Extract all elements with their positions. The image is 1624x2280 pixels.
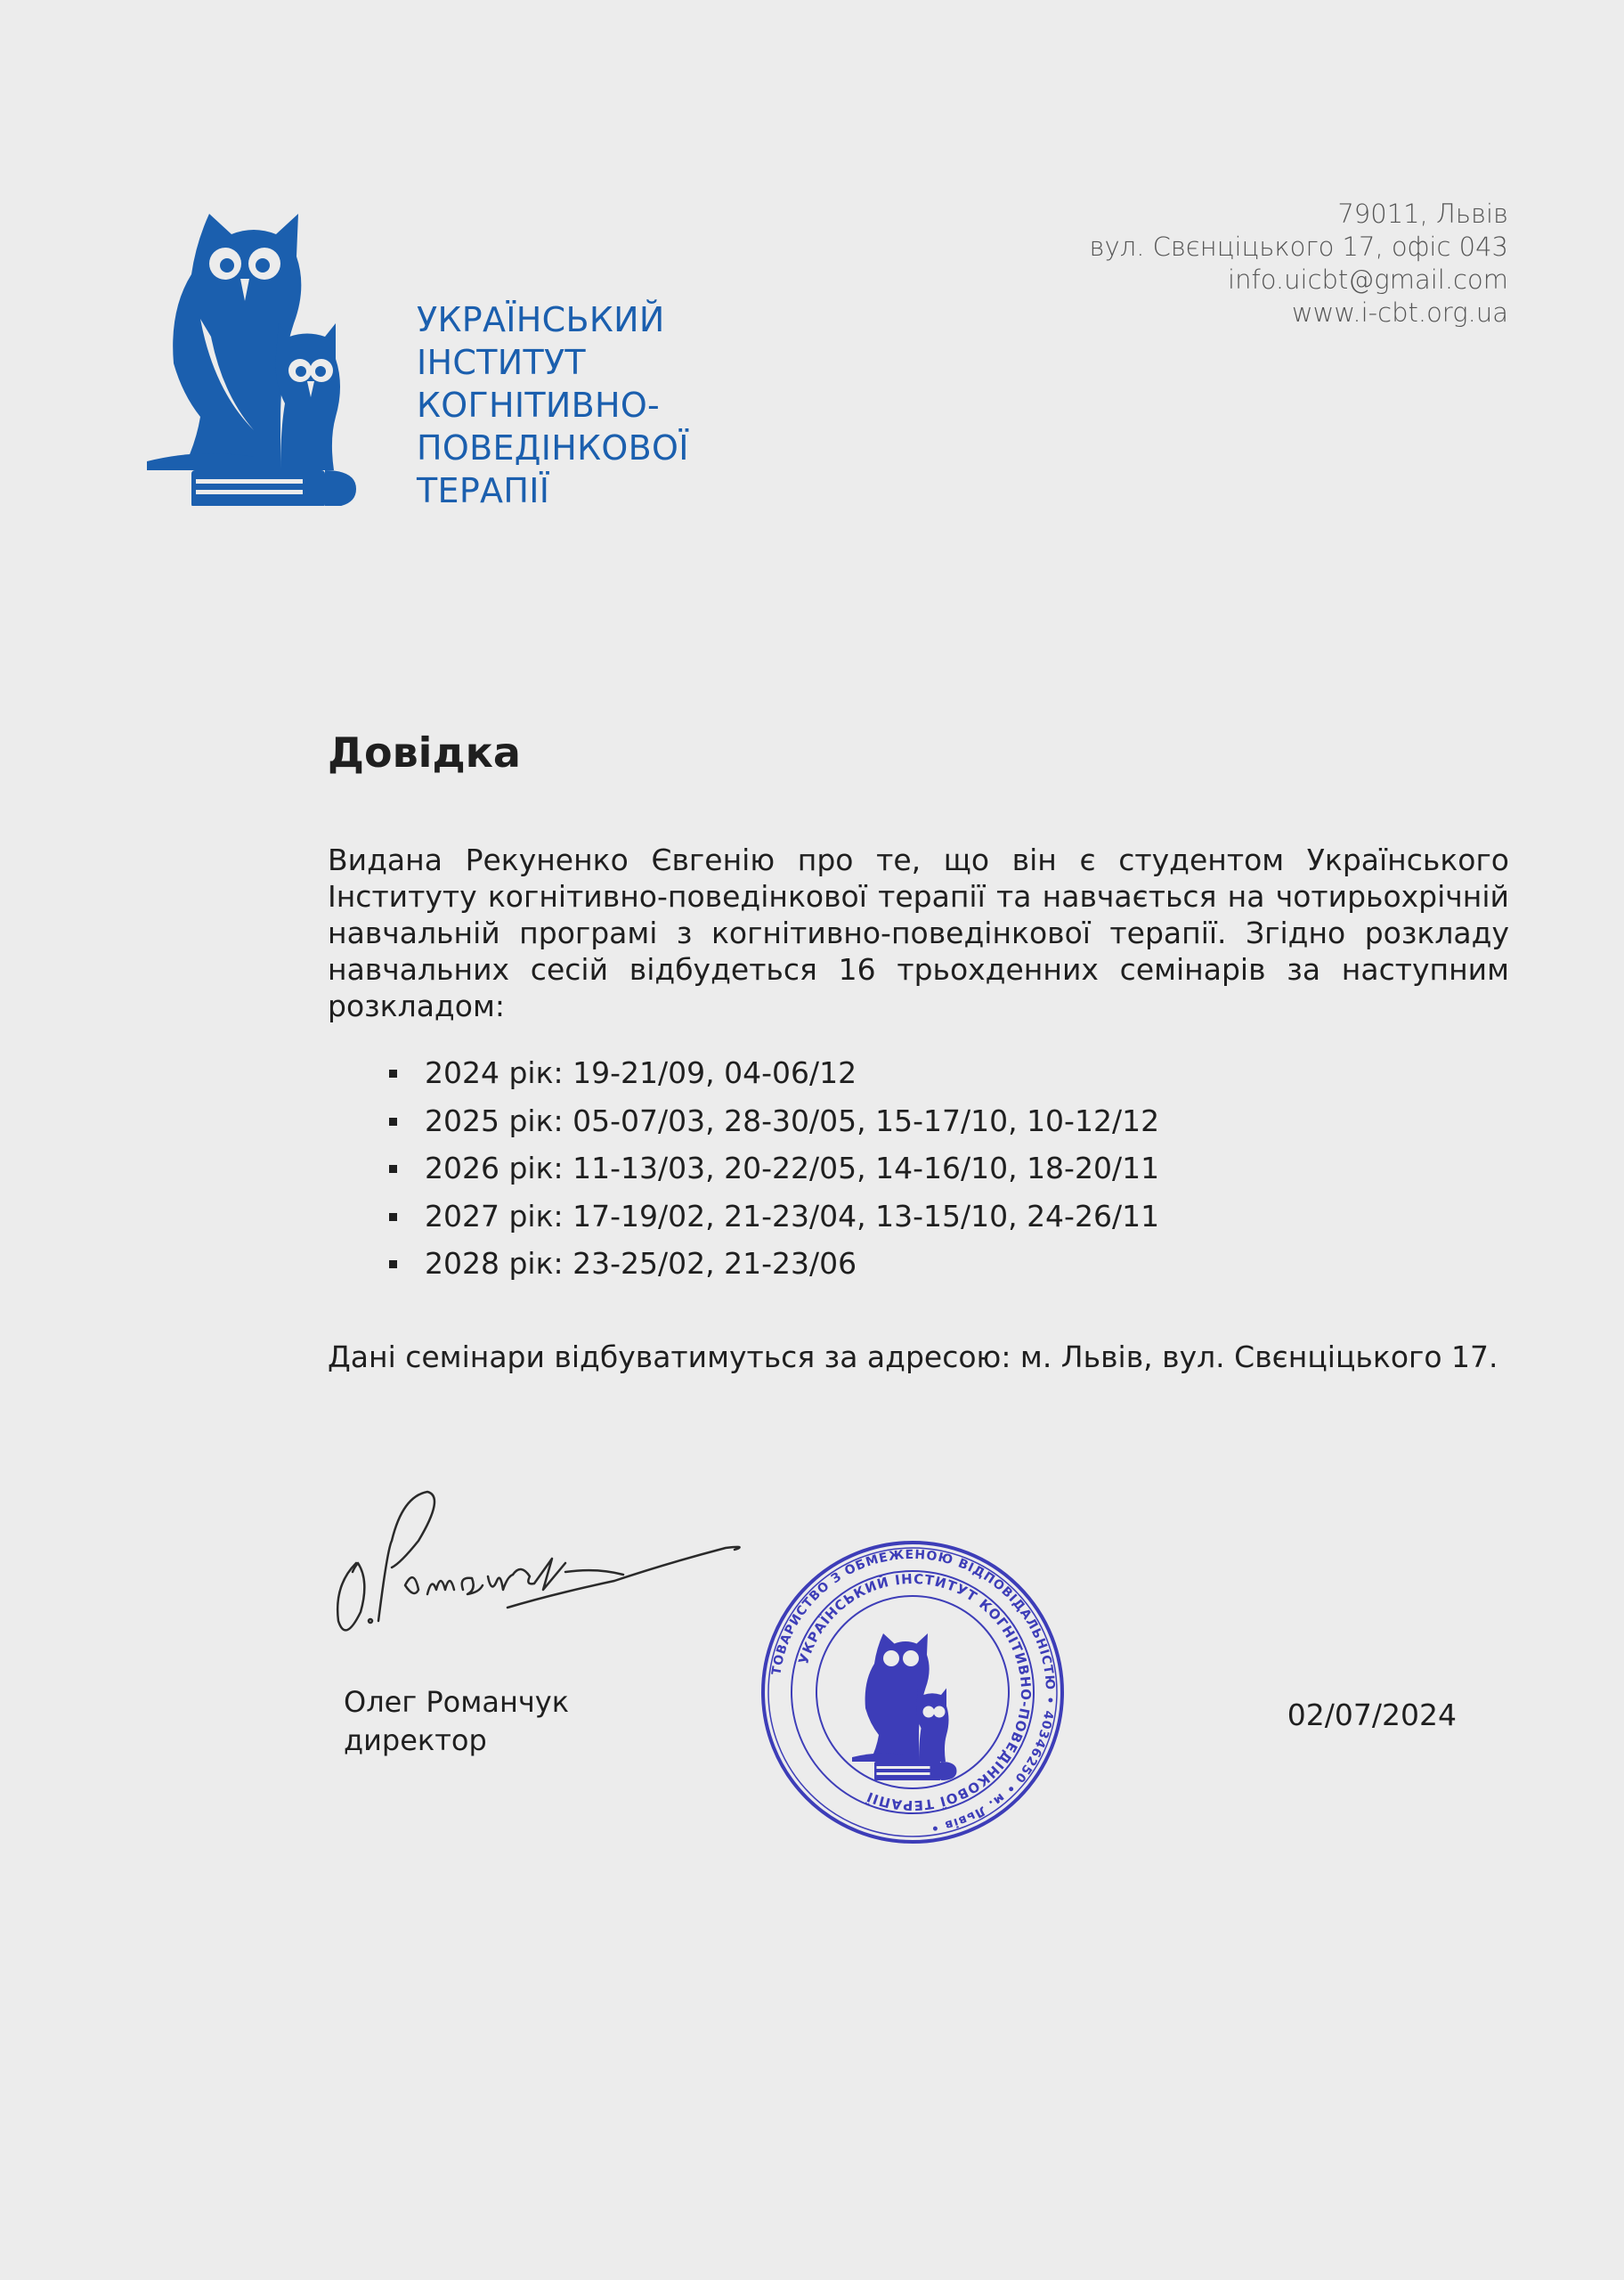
bullet-icon (389, 1260, 397, 1268)
contact-block (1090, 198, 1508, 330)
contact-city: 79011, Львів (1337, 199, 1508, 229)
document-intro: Видана Рекуненко Євгенію про те, що він є студентом Українського Інституту когнітивно-поведінкової терапії та навчається на чотирьохрічній навчальній програмі з когнітивно-поведінкової терапії. Згідно розкладу навчальних сесій відбудеться 16 трьохденних семінарів за наступним розкладом: (328, 843, 1509, 1023)
schedule-item (328, 1049, 1485, 1097)
bullet-icon (389, 1070, 397, 1078)
institute-name-line: КОГНІТИВНО- (417, 386, 661, 425)
document-title: Довідка (328, 729, 521, 777)
svg-text:УКРАЇНСЬКИЙ ІНСТИТУТ КОГНІТИВН: УКРАЇНСЬКИЙ ІНСТИТУТ КОГНІТИВНО-ПОВЕДІНКОВОЇ ТЕРАПІЇ (795, 1570, 1035, 1814)
institute-logo-owls (147, 203, 396, 506)
bullet-icon (389, 1118, 397, 1126)
schedule-item (328, 1097, 1485, 1145)
bullet-icon (389, 1165, 397, 1173)
svg-text:ТОВАРИСТВО З ОБМЕЖЕНОЮ ВІДПОВІ: ТОВАРИСТВО З ОБМЕЖЕНОЮ ВІДПОВІДАЛЬНІСТЮ • 40346250 • м. Львів • (769, 1547, 1058, 1836)
schedule-item-text: 2025 рік: 05-07/03, 28-30/05, 15-17/10, 10-12/12 (425, 1103, 1160, 1138)
document-date: 02/07/2024 (1287, 1698, 1457, 1732)
signer-name: Олег Романчук (344, 1685, 570, 1719)
institute-name (417, 298, 689, 512)
official-stamp (752, 1532, 1073, 1852)
institute-name-line: ТЕРАПІЇ (417, 471, 550, 510)
bullet-icon (389, 1213, 397, 1221)
schedule-item-text: 2026 рік: 11-13/03, 20-22/05, 14-16/10, 18-20/11 (425, 1151, 1160, 1185)
schedule-item-text: 2024 рік: 19-21/09, 04-06/12 (425, 1055, 857, 1090)
schedule-item (328, 1193, 1485, 1241)
seminar-schedule (328, 1049, 1485, 1288)
seminar-address: Дані семінари відбуватимуться за адресою: м. Львів, вул. Свєнціцького 17. (328, 1340, 1498, 1374)
contact-website[interactable]: www.i-cbt.org.ua (1291, 297, 1508, 328)
contact-email[interactable]: info.uicbt@gmail.com (1228, 265, 1508, 295)
institute-name-line: ІНСТИТУТ (417, 343, 586, 382)
schedule-item-text: 2027 рік: 17-19/02, 21-23/04, 13-15/10, 24-26/11 (425, 1198, 1160, 1234)
signer-block (344, 1683, 569, 1760)
schedule-item (328, 1144, 1485, 1193)
institute-name-line: УКРАЇНСЬКИЙ (417, 300, 665, 339)
signer-position: директор (344, 1723, 487, 1757)
contact-street: вул. Свєнціцького 17, офіс 043 (1089, 232, 1508, 262)
schedule-item (328, 1240, 1485, 1288)
institute-name-line: ПОВЕДІНКОВОЇ (417, 428, 689, 468)
handwritten-signature (329, 1478, 766, 1648)
schedule-item-text: 2028 рік: 23-25/02, 21-23/06 (425, 1246, 857, 1281)
